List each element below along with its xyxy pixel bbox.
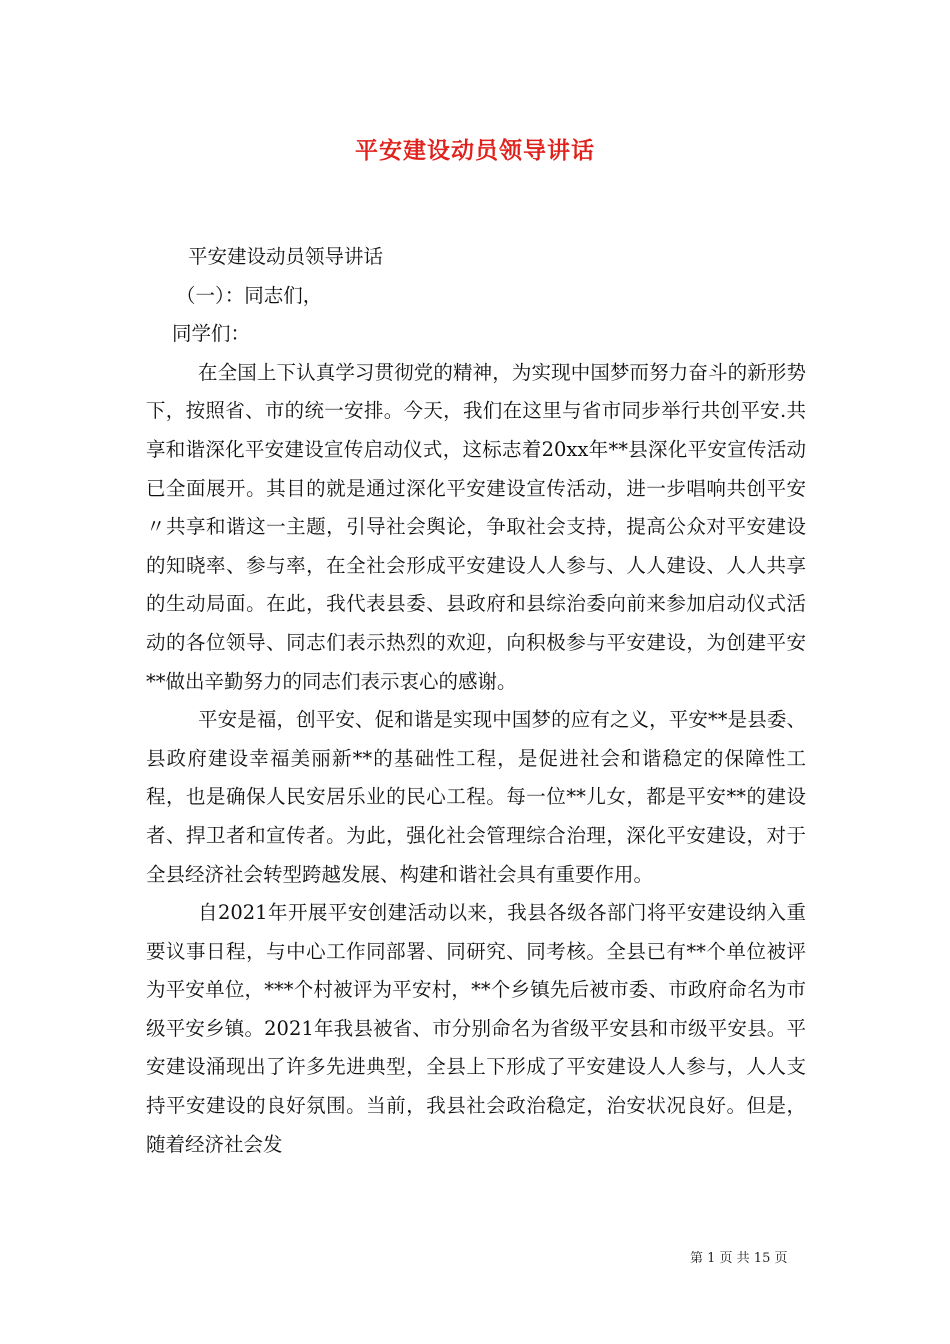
salutation-line: （一）：同志们， xyxy=(176,283,323,307)
paragraph-2: 平安是福，创平安、促和谐是实现中国梦的应有之义，平安**是县委、县政府建设幸福美丽新**的基础性工程，是促进社会和谐稳定的保障性工程，也是确保人民安居乐业的民心工程。每一位**儿女，都是平安**的建设者、捍卫者和宣传者。为此，强化社会管理综合治理，深化平安建设，对于全县经济社会转型跨越发展、构建和谐社会具有重要作用。 xyxy=(146,708,806,886)
paragraph-3: 自2021年开展平安创建活动以来，我县各级各部门将平安建设纳入重要议事日程，与中心工作同部署、同研究、同考核。全县已有**个单位被评为平安单位，***个村被评为平安村，**个乡镇先后被市委、市政府命名为市级平安乡镇。2021年我县被省、市分别命名为省级平安县和市级平安县。平安建设涌现出了许多先进典型，全县上下形成了平安建设人人参与，人人支持平安建设的良好氛围。当前，我县社会政治稳定，治安状况良好。但是，随着经济社会发 xyxy=(146,901,806,1156)
document-title: 平安建设动员领导讲话 xyxy=(355,137,595,164)
greeting-line: 同学们： xyxy=(172,322,251,346)
paragraph-1: 在全国上下认真学习贯彻党的精神，为实现中国梦而努力奋斗的新形势下，按照省、市的统一安排。今天，我们在这里与省市同步举行共创平安.共享和谐深化平安建设宣传启动仪式，这标志着20xx年**县深化平安宣传活动已全面展开。其目的就是通过深化平安建设宣传活动，进一步唱响共创平安〃共享和谐这一主题，引导社会舆论，争取社会支持，提高公众对平安建设的知晓率、参与率，在全社会形成平安建设人人参与、人人建设、人人共享的生动局面。在此，我代表县委、县政府和县综治委向前来参加启动仪式活动的各位领导、同志们表示热烈的欢迎，向积极参与平安建设，为创建平安**做出辛勤努力的同志们表示衷心的感谢。 xyxy=(146,360,806,693)
page-number-footer: 第 1 页 共 15 页 xyxy=(690,1251,788,1266)
document-subtitle: 平安建设动员领导讲话 xyxy=(188,245,384,268)
document-body xyxy=(146,238,806,1164)
